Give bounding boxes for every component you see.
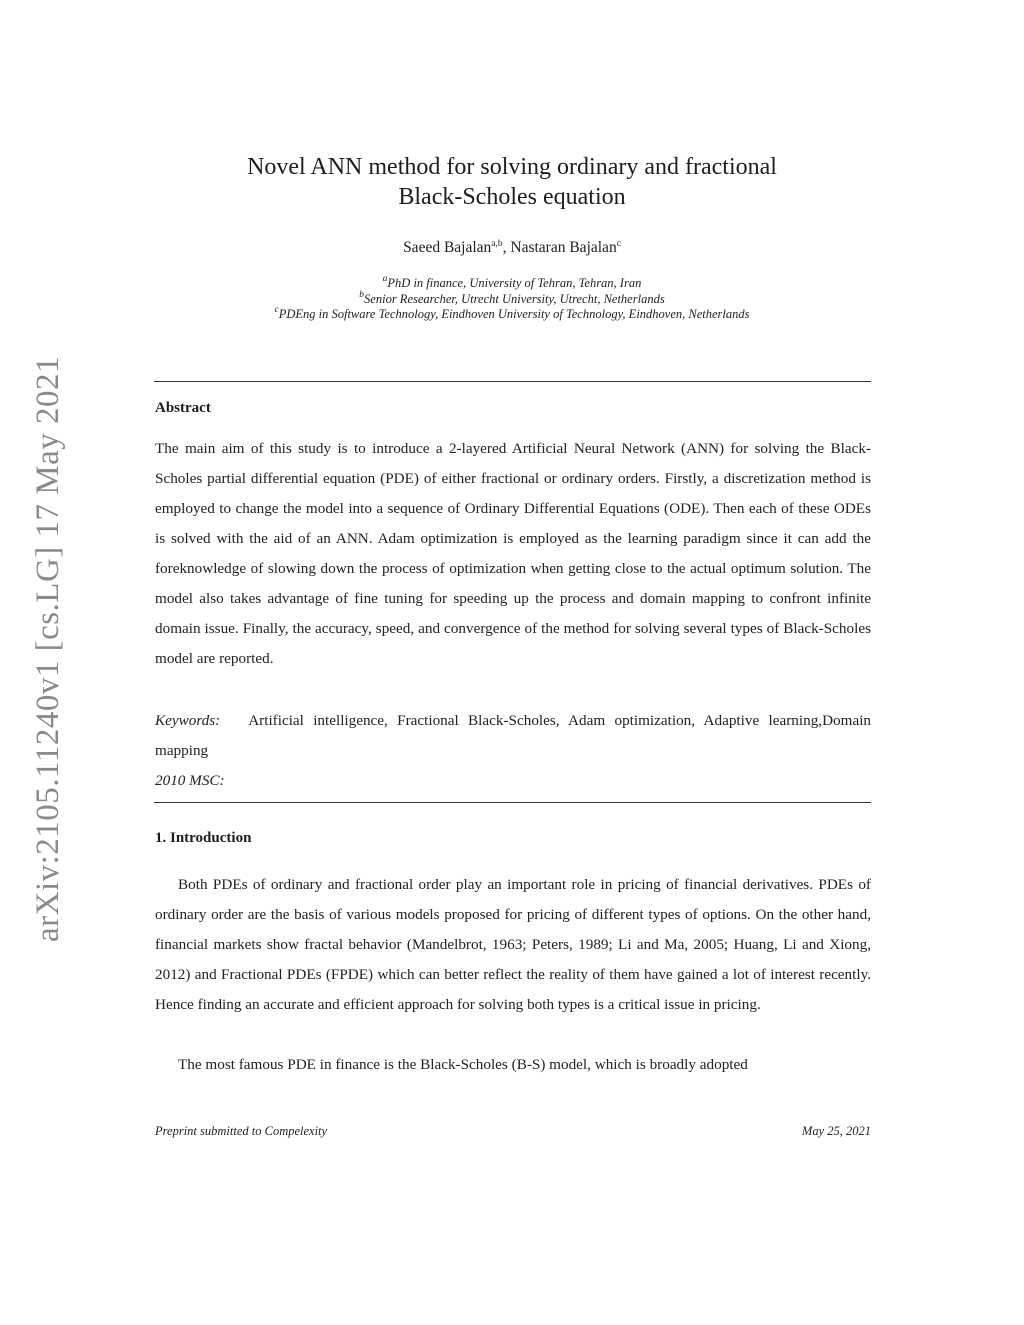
affiliation-b-text: Senior Researcher, Utrecht University, Utrecht, Netherlands [364,291,665,306]
title-line-1: Novel ANN method for solving ordinary and fractional [247,154,777,180]
paper-title [150,152,874,212]
abstract-body: The main aim of this study is to introduce a 2-layered Artificial Neural Network (ANN) for solving the Black-Scholes partial differential equation (PDE) of either fractional or ordinary orders. Firstly, a discretization method is employed to change the model into a sequence of Ordinary Differential Equations (ODE). Then each of these ODEs is solved with the aid of an ANN. Adam optimization is employed as the learning paradigm since it can add the foreknowledge of slowing down the process of optimization when getting close to the actual optimum solution. The model also takes advantage of fine tuning for speeding up the process and domain mapping to confront infinite domain issue. Finally, the accuracy, speed, and convergence of the method for solving several types of Black-Scholes model are reported. [155,440,871,667]
author-1-affil-marks: a,b [491,239,503,249]
affiliation-b-mark: b [359,289,365,300]
abstract-top-rule [154,381,871,382]
affiliation-b [120,289,904,308]
arxiv-identifier-stamp: arXiv:2105.11240v1 [cs.LG] 17 May 2021 [30,355,66,942]
keywords-label: Keywords: [155,712,221,729]
author-1-name: Saeed Bajalan [403,239,492,256]
affiliation-a [120,276,904,292]
affiliation-a-text: PhD in finance, University of Tehran, Tehran, Iran [387,276,642,290]
keywords-text: Artificial intelligence, Fractional Black-Scholes, Adam optimization, Adaptive learning,Domain mapping [155,712,872,759]
keywords [155,706,871,766]
footer-date: May 25, 2021 [801,1124,871,1138]
author-2-affil-marks: c [616,239,621,249]
introduction-paragraph-1: Both PDEs of ordinary and fractional order play an important role in pricing of financial derivatives. PDEs of ordinary order are the basis of various models proposed for pricing of different types of options. On the other hand, financial markets show fractal behavior (Mandelbrot, 1963; Peters, 1989; Li and Ma, 2005; Huang, Li and Xiong, 2012) and Fractional PDEs (FPDE) which can better reflect the reality of them have gained a lot of interest recently. Hence finding an accurate and efficient approach for solving both types is a critical issue in pricing. [155,876,871,1013]
abstract-heading: Abstract [155,400,211,416]
introduction-heading: 1. Introduction [155,830,252,846]
author-separator: , [502,239,511,256]
affiliations [120,276,904,323]
msc-classification [155,766,871,796]
affiliation-c-text: PDEng in Software Technology, Eindhoven University of Technology, Eindhoven, Netherlands [278,307,750,321]
msc-label: 2010 MSC: [155,772,225,789]
affiliation-c-mark: c [274,305,279,315]
footer-preprint-note: Preprint submitted to Compelexity [155,1124,328,1138]
author-2-name: Nastaran Bajalan [510,239,617,256]
abstract-bottom-rule [154,802,871,803]
introduction-paragraph-2: The most famous PDE in finance is the Black-Scholes (B-S) model, which is broadly adopted [178,1056,748,1073]
author-list [150,239,874,257]
title-line-2: Black-Scholes equation [398,184,626,210]
affiliation-a-mark: a [382,274,388,284]
affiliation-c [120,307,904,323]
